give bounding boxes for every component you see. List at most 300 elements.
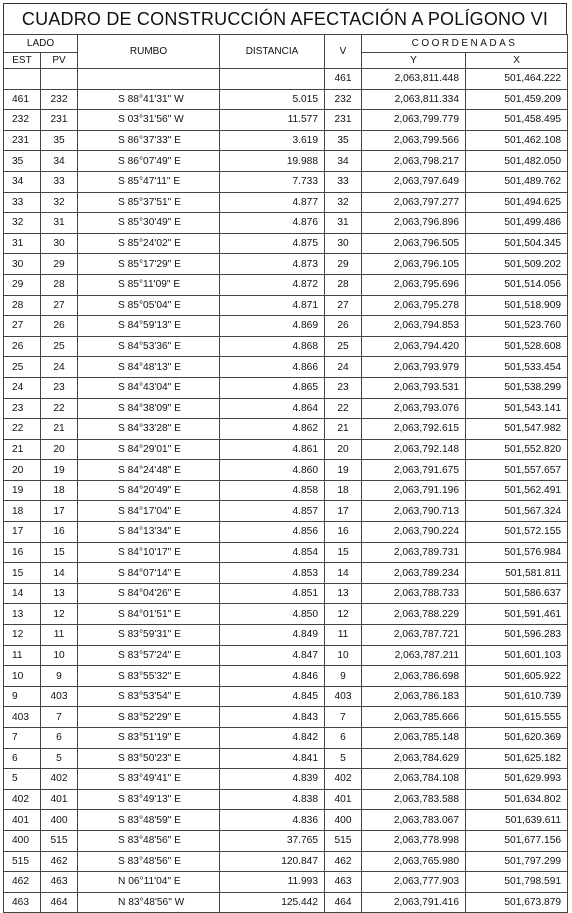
table-row xyxy=(4,357,568,378)
cell-pv: 515 xyxy=(41,830,78,851)
cell-rumbo: N 06°11'04" E xyxy=(78,872,220,893)
cell-pv: 5 xyxy=(41,748,78,769)
cell-vertex: 10 xyxy=(325,645,362,666)
cell-rumbo: S 83°48'56" E xyxy=(78,851,220,872)
cell-distancia xyxy=(220,69,325,90)
header-y: Y xyxy=(362,53,466,69)
cell-coord-x: 501,538.299 xyxy=(466,377,568,398)
table-header xyxy=(4,35,568,69)
cell-coord-x: 501,798.591 xyxy=(466,872,568,893)
cell-est: 6 xyxy=(4,748,41,769)
table-row xyxy=(4,336,568,357)
cell-coord-y: 2,063,797.649 xyxy=(362,171,466,192)
cell-rumbo: S 86°37'33" E xyxy=(78,130,220,151)
cell-pv: 464 xyxy=(41,892,78,913)
cell-rumbo: S 84°07'14" E xyxy=(78,563,220,584)
table-row xyxy=(4,872,568,893)
cell-est: 34 xyxy=(4,171,41,192)
cell-est: 27 xyxy=(4,316,41,337)
cell-rumbo xyxy=(78,69,220,90)
cell-coord-x: 501,639.611 xyxy=(466,810,568,831)
cell-coord-y: 2,063,792.148 xyxy=(362,439,466,460)
cell-rumbo: S 83°49'13" E xyxy=(78,789,220,810)
cell-distancia: 4.877 xyxy=(220,192,325,213)
cell-coord-y: 2,063,787.211 xyxy=(362,645,466,666)
table-row xyxy=(4,110,568,131)
cell-rumbo: S 83°48'59" E xyxy=(78,810,220,831)
cell-vertex: 33 xyxy=(325,171,362,192)
cell-pv: 232 xyxy=(41,89,78,110)
cell-est: 26 xyxy=(4,336,41,357)
cell-pv: 32 xyxy=(41,192,78,213)
cell-rumbo: S 83°59'31" E xyxy=(78,625,220,646)
cell-coord-y: 2,063,788.733 xyxy=(362,583,466,604)
table-body xyxy=(4,69,568,913)
cell-distancia: 125.442 xyxy=(220,892,325,913)
cell-rumbo: S 83°53'54" E xyxy=(78,686,220,707)
cell-rumbo: S 84°04'26" E xyxy=(78,583,220,604)
cell-coord-x: 501,673.879 xyxy=(466,892,568,913)
cell-coord-y: 2,063,794.853 xyxy=(362,316,466,337)
table-row xyxy=(4,460,568,481)
cell-distancia: 3.619 xyxy=(220,130,325,151)
cell-est: 232 xyxy=(4,110,41,131)
cell-coord-y: 2,063,811.334 xyxy=(362,89,466,110)
cell-rumbo: S 85°30'49" E xyxy=(78,213,220,234)
cell-vertex: 20 xyxy=(325,439,362,460)
cell-coord-x: 501,634.802 xyxy=(466,789,568,810)
cell-coord-y: 2,063,784.108 xyxy=(362,769,466,790)
cell-pv: 30 xyxy=(41,233,78,254)
table-row xyxy=(4,666,568,687)
cell-est: 21 xyxy=(4,439,41,460)
cell-rumbo: S 85°47'11" E xyxy=(78,171,220,192)
cell-distancia: 4.876 xyxy=(220,213,325,234)
cell-vertex: 9 xyxy=(325,666,362,687)
cell-coord-y: 2,063,777.903 xyxy=(362,872,466,893)
cell-vertex: 403 xyxy=(325,686,362,707)
cell-coord-x: 501,547.982 xyxy=(466,419,568,440)
cell-vertex: 35 xyxy=(325,130,362,151)
cell-rumbo: S 85°17'29" E xyxy=(78,254,220,275)
cell-coord-x: 501,596.283 xyxy=(466,625,568,646)
table-row xyxy=(4,501,568,522)
cell-coord-x: 501,581.811 xyxy=(466,563,568,584)
cell-est: 403 xyxy=(4,707,41,728)
cell-vertex: 11 xyxy=(325,625,362,646)
cell-vertex: 22 xyxy=(325,398,362,419)
cell-coord-y: 2,063,791.416 xyxy=(362,892,466,913)
cell-est: 18 xyxy=(4,501,41,522)
cell-rumbo: S 88°41'31" W xyxy=(78,89,220,110)
cell-distancia: 4.868 xyxy=(220,336,325,357)
table-row xyxy=(4,254,568,275)
cell-coord-x: 501,562.491 xyxy=(466,480,568,501)
cell-pv: 402 xyxy=(41,769,78,790)
cell-vertex: 29 xyxy=(325,254,362,275)
cell-distancia: 4.872 xyxy=(220,274,325,295)
cell-est: 28 xyxy=(4,295,41,316)
cell-pv: 463 xyxy=(41,872,78,893)
cell-est: 462 xyxy=(4,872,41,893)
cell-est: 22 xyxy=(4,419,41,440)
cell-est: 14 xyxy=(4,583,41,604)
cell-coord-x: 501,494.625 xyxy=(466,192,568,213)
cell-coord-x: 501,572.155 xyxy=(466,522,568,543)
cell-coord-x: 501,459.209 xyxy=(466,89,568,110)
cell-distancia: 4.853 xyxy=(220,563,325,584)
cell-coord-y: 2,063,796.896 xyxy=(362,213,466,234)
cell-pv: 24 xyxy=(41,357,78,378)
cell-vertex: 30 xyxy=(325,233,362,254)
cell-rumbo: S 84°33'28" E xyxy=(78,419,220,440)
cell-distancia: 4.849 xyxy=(220,625,325,646)
cell-coord-x: 501,605.922 xyxy=(466,666,568,687)
cell-coord-x: 501,462.108 xyxy=(466,130,568,151)
cell-coord-x: 501,629.993 xyxy=(466,769,568,790)
cell-coord-y: 2,063,786.698 xyxy=(362,666,466,687)
table-row xyxy=(4,789,568,810)
cell-rumbo: S 03°31'56" W xyxy=(78,110,220,131)
cell-coord-x: 501,533.454 xyxy=(466,357,568,378)
cell-distancia: 4.871 xyxy=(220,295,325,316)
cell-coord-y: 2,063,811.448 xyxy=(362,69,466,90)
cell-pv: 29 xyxy=(41,254,78,275)
table-row xyxy=(4,522,568,543)
cell-coord-x: 501,499.486 xyxy=(466,213,568,234)
cell-coord-x: 501,615.555 xyxy=(466,707,568,728)
cell-distancia: 4.847 xyxy=(220,645,325,666)
cell-distancia: 4.875 xyxy=(220,233,325,254)
cell-coord-y: 2,063,783.588 xyxy=(362,789,466,810)
cell-vertex: 231 xyxy=(325,110,362,131)
cell-est: 35 xyxy=(4,151,41,172)
cell-est: 29 xyxy=(4,274,41,295)
cell-distancia: 4.842 xyxy=(220,728,325,749)
cell-est: 17 xyxy=(4,522,41,543)
cell-distancia: 4.866 xyxy=(220,357,325,378)
cell-coord-x: 501,677.156 xyxy=(466,830,568,851)
cell-pv xyxy=(41,69,78,90)
table-row xyxy=(4,707,568,728)
cell-est: 5 xyxy=(4,769,41,790)
table-row xyxy=(4,542,568,563)
cell-coord-x: 501,591.461 xyxy=(466,604,568,625)
cell-distancia: 4.838 xyxy=(220,789,325,810)
cell-coord-y: 2,063,796.105 xyxy=(362,254,466,275)
cell-distancia: 11.577 xyxy=(220,110,325,131)
cell-coord-y: 2,063,787.721 xyxy=(362,625,466,646)
cell-coord-y: 2,063,795.278 xyxy=(362,295,466,316)
cell-vertex: 26 xyxy=(325,316,362,337)
cell-coord-x: 501,601.103 xyxy=(466,645,568,666)
cell-coord-x: 501,482.050 xyxy=(466,151,568,172)
cell-pv: 27 xyxy=(41,295,78,316)
cell-coord-x: 501,543.141 xyxy=(466,398,568,419)
cell-distancia: 4.851 xyxy=(220,583,325,604)
cell-coord-x: 501,557.657 xyxy=(466,460,568,481)
cell-distancia: 5.015 xyxy=(220,89,325,110)
cell-vertex: 232 xyxy=(325,89,362,110)
cell-distancia: 4.845 xyxy=(220,686,325,707)
cell-pv: 401 xyxy=(41,789,78,810)
table-row xyxy=(4,69,568,90)
table-row xyxy=(4,604,568,625)
cell-pv: 31 xyxy=(41,213,78,234)
table-row xyxy=(4,213,568,234)
cell-coord-y: 2,063,799.566 xyxy=(362,130,466,151)
cell-vertex: 27 xyxy=(325,295,362,316)
table-row xyxy=(4,748,568,769)
cell-rumbo: S 83°55'32" E xyxy=(78,666,220,687)
cell-distancia: 4.861 xyxy=(220,439,325,460)
cell-coord-y: 2,063,793.076 xyxy=(362,398,466,419)
cell-est: 463 xyxy=(4,892,41,913)
cell-pv: 18 xyxy=(41,480,78,501)
cell-coord-y: 2,063,799.779 xyxy=(362,110,466,131)
cell-pv: 6 xyxy=(41,728,78,749)
cell-distancia: 4.839 xyxy=(220,769,325,790)
table-row xyxy=(4,274,568,295)
cell-vertex: 515 xyxy=(325,830,362,851)
cell-pv: 17 xyxy=(41,501,78,522)
cell-coord-y: 2,063,785.666 xyxy=(362,707,466,728)
cell-est: 32 xyxy=(4,213,41,234)
cell-pv: 13 xyxy=(41,583,78,604)
cell-vertex: 461 xyxy=(325,69,362,90)
cell-vertex: 19 xyxy=(325,460,362,481)
table-row xyxy=(4,810,568,831)
cell-est: 515 xyxy=(4,851,41,872)
cell-vertex: 6 xyxy=(325,728,362,749)
cell-coord-x: 501,458.495 xyxy=(466,110,568,131)
cell-distancia: 4.857 xyxy=(220,501,325,522)
cell-distancia: 4.864 xyxy=(220,398,325,419)
cell-pv: 28 xyxy=(41,274,78,295)
cell-rumbo: S 84°13'34" E xyxy=(78,522,220,543)
table-row xyxy=(4,625,568,646)
cell-coord-y: 2,063,796.505 xyxy=(362,233,466,254)
cell-coord-x: 501,518.909 xyxy=(466,295,568,316)
cell-est: 13 xyxy=(4,604,41,625)
cell-vertex: 462 xyxy=(325,851,362,872)
table-row xyxy=(4,377,568,398)
table-row xyxy=(4,645,568,666)
cell-vertex: 7 xyxy=(325,707,362,728)
cell-vertex: 17 xyxy=(325,501,362,522)
header-est: EST xyxy=(4,53,41,69)
cell-coord-x: 501,625.182 xyxy=(466,748,568,769)
cell-rumbo: S 83°50'23" E xyxy=(78,748,220,769)
table-row xyxy=(4,686,568,707)
cell-rumbo: S 84°29'01" E xyxy=(78,439,220,460)
cell-rumbo: S 83°48'56" E xyxy=(78,830,220,851)
cell-coord-y: 2,063,790.713 xyxy=(362,501,466,522)
cell-vertex: 25 xyxy=(325,336,362,357)
cell-coord-x: 501,514.056 xyxy=(466,274,568,295)
header-coordenadas: COORDENADAS xyxy=(362,35,568,53)
cell-coord-y: 2,063,793.531 xyxy=(362,377,466,398)
cell-rumbo: S 84°38'09" E xyxy=(78,398,220,419)
cell-pv: 35 xyxy=(41,130,78,151)
cell-distancia: 7.733 xyxy=(220,171,325,192)
cell-distancia: 4.865 xyxy=(220,377,325,398)
cell-est: 400 xyxy=(4,830,41,851)
cell-pv: 10 xyxy=(41,645,78,666)
cell-est: 461 xyxy=(4,89,41,110)
table-row xyxy=(4,728,568,749)
table-row xyxy=(4,398,568,419)
header-lado: LADO xyxy=(4,35,78,53)
cell-vertex: 15 xyxy=(325,542,362,563)
table-row xyxy=(4,295,568,316)
cell-distancia: 4.843 xyxy=(220,707,325,728)
cell-est: 231 xyxy=(4,130,41,151)
cell-vertex: 12 xyxy=(325,604,362,625)
table-row xyxy=(4,892,568,913)
cell-est: 402 xyxy=(4,789,41,810)
cell-coord-y: 2,063,765.980 xyxy=(362,851,466,872)
cell-est: 9 xyxy=(4,686,41,707)
cell-pv: 400 xyxy=(41,810,78,831)
cell-est: 23 xyxy=(4,398,41,419)
cell-coord-y: 2,063,790.224 xyxy=(362,522,466,543)
cell-est: 7 xyxy=(4,728,41,749)
cell-rumbo: S 85°05'04" E xyxy=(78,295,220,316)
cell-coord-y: 2,063,789.731 xyxy=(362,542,466,563)
cell-distancia: 4.841 xyxy=(220,748,325,769)
cell-est: 24 xyxy=(4,377,41,398)
table-row xyxy=(4,316,568,337)
cell-coord-x: 501,464.222 xyxy=(466,69,568,90)
cell-rumbo: S 83°51'19" E xyxy=(78,728,220,749)
header-pv: PV xyxy=(41,53,78,69)
header-distancia: DISTANCIA xyxy=(220,35,325,69)
cell-distancia: 4.862 xyxy=(220,419,325,440)
construction-table-sheet xyxy=(3,3,567,913)
construction-table xyxy=(3,34,568,913)
cell-vertex: 5 xyxy=(325,748,362,769)
table-row xyxy=(4,769,568,790)
table-row xyxy=(4,130,568,151)
cell-pv: 7 xyxy=(41,707,78,728)
cell-est: 16 xyxy=(4,542,41,563)
table-row xyxy=(4,171,568,192)
cell-distancia: 19.988 xyxy=(220,151,325,172)
cell-coord-x: 501,610.739 xyxy=(466,686,568,707)
cell-rumbo: S 84°17'04" E xyxy=(78,501,220,522)
cell-pv: 23 xyxy=(41,377,78,398)
cell-est: 20 xyxy=(4,460,41,481)
header-rumbo: RUMBO xyxy=(78,35,220,69)
cell-rumbo: S 86°07'49" E xyxy=(78,151,220,172)
cell-coord-x: 501,504.345 xyxy=(466,233,568,254)
cell-coord-y: 2,063,795.696 xyxy=(362,274,466,295)
table-row xyxy=(4,151,568,172)
cell-vertex: 464 xyxy=(325,892,362,913)
table-row xyxy=(4,583,568,604)
cell-coord-x: 501,489.762 xyxy=(466,171,568,192)
table-row xyxy=(4,563,568,584)
cell-distancia: 4.873 xyxy=(220,254,325,275)
cell-pv: 25 xyxy=(41,336,78,357)
cell-rumbo: S 84°10'17" E xyxy=(78,542,220,563)
cell-vertex: 13 xyxy=(325,583,362,604)
cell-coord-x: 501,567.324 xyxy=(466,501,568,522)
cell-vertex: 21 xyxy=(325,419,362,440)
cell-vertex: 31 xyxy=(325,213,362,234)
cell-vertex: 18 xyxy=(325,480,362,501)
table-row xyxy=(4,233,568,254)
cell-est xyxy=(4,69,41,90)
cell-vertex: 14 xyxy=(325,563,362,584)
cell-rumbo: S 83°52'29" E xyxy=(78,707,220,728)
cell-pv: 16 xyxy=(41,522,78,543)
cell-pv: 11 xyxy=(41,625,78,646)
cell-distancia: 4.858 xyxy=(220,480,325,501)
cell-distancia: 37.765 xyxy=(220,830,325,851)
cell-pv: 20 xyxy=(41,439,78,460)
cell-rumbo: S 84°43'04" E xyxy=(78,377,220,398)
cell-coord-y: 2,063,793.979 xyxy=(362,357,466,378)
header-v: V xyxy=(325,35,362,69)
cell-rumbo: S 84°48'13" E xyxy=(78,357,220,378)
cell-rumbo: S 84°24'48" E xyxy=(78,460,220,481)
cell-pv: 21 xyxy=(41,419,78,440)
table-row xyxy=(4,480,568,501)
cell-coord-y: 2,063,786.183 xyxy=(362,686,466,707)
cell-est: 401 xyxy=(4,810,41,831)
table-title: CUADRO DE CONSTRUCCIÓN AFECTACIÓN A POLÍGONO VI xyxy=(3,3,567,34)
cell-distancia: 4.860 xyxy=(220,460,325,481)
cell-vertex: 463 xyxy=(325,872,362,893)
cell-est: 31 xyxy=(4,233,41,254)
cell-rumbo: S 85°24'02" E xyxy=(78,233,220,254)
table-row xyxy=(4,419,568,440)
table-row xyxy=(4,89,568,110)
cell-coord-y: 2,063,783.067 xyxy=(362,810,466,831)
table-row xyxy=(4,439,568,460)
cell-distancia: 4.856 xyxy=(220,522,325,543)
cell-distancia: 4.836 xyxy=(220,810,325,831)
cell-pv: 15 xyxy=(41,542,78,563)
cell-pv: 12 xyxy=(41,604,78,625)
cell-vertex: 23 xyxy=(325,377,362,398)
cell-vertex: 402 xyxy=(325,769,362,790)
cell-est: 25 xyxy=(4,357,41,378)
table-row xyxy=(4,192,568,213)
cell-coord-x: 501,586.637 xyxy=(466,583,568,604)
cell-distancia: 120.847 xyxy=(220,851,325,872)
cell-vertex: 28 xyxy=(325,274,362,295)
cell-pv: 19 xyxy=(41,460,78,481)
cell-rumbo: S 85°37'51" E xyxy=(78,192,220,213)
cell-coord-y: 2,063,791.196 xyxy=(362,480,466,501)
cell-vertex: 32 xyxy=(325,192,362,213)
cell-pv: 26 xyxy=(41,316,78,337)
cell-est: 19 xyxy=(4,480,41,501)
cell-coord-y: 2,063,788.229 xyxy=(362,604,466,625)
cell-distancia: 4.846 xyxy=(220,666,325,687)
cell-vertex: 400 xyxy=(325,810,362,831)
cell-vertex: 24 xyxy=(325,357,362,378)
table-row xyxy=(4,851,568,872)
table-row xyxy=(4,830,568,851)
cell-est: 30 xyxy=(4,254,41,275)
cell-est: 15 xyxy=(4,563,41,584)
cell-pv: 403 xyxy=(41,686,78,707)
cell-rumbo: S 84°01'51" E xyxy=(78,604,220,625)
